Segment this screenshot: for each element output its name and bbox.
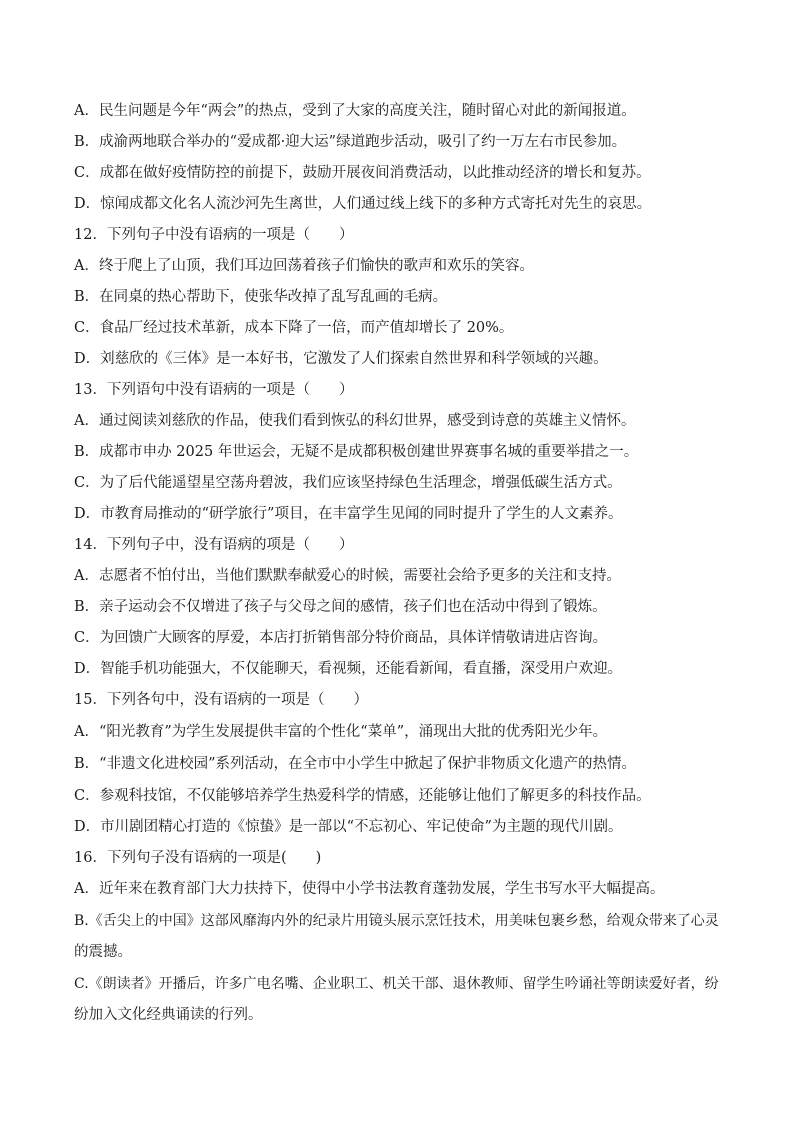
option-b-16-cont: 的震撼。 (74, 944, 132, 960)
option-a-12: A．终于爬上了山顶，我们耳边回荡着孩子们愉快的歌声和欢乐的笑容。 (74, 258, 534, 274)
option-b-15: B．“非遗文化进校园”系列活动，在全市中小学生中掀起了保护非物质文化遗产的热情。 (74, 756, 636, 772)
option-b-14: B．亲子运动会不仅增进了孩子与父母之间的感情，孩子们也在活动中得到了锻炼。 (74, 599, 607, 615)
question-16: 16．下列句子没有语病的一项是( ) (74, 850, 322, 866)
option-a-15: A．“阳光教育”为学生发展提供丰富的个性化“菜单”，涌现出大批的优秀阳光少年。 (74, 724, 608, 740)
option-d-15: D．市川剧团精心打造的《惊蛰》是一部以“不忘初心、牢记使命”为主题的现代川剧。 (74, 819, 623, 835)
option-a-14: A．志愿者不怕付出，当他们默默奉献爱心的时候，需要社会给予更多的关注和支持。 (74, 568, 621, 584)
option-b-16: B.《舌尖上的中国》这部风靡海内外的纪录片用镜头展示烹饪技术，用美味包裹乡愁，给观众带来了心灵 (74, 913, 719, 929)
option-c-16-cont: 纷加入文化经典诵读的行列。 (74, 1007, 263, 1023)
option-d-12: D．刘慈欣的《三体》是一本好书，它激发了人们探索自然世界和科学领域的兴趣。 (74, 351, 608, 367)
option-d-14: D．智能手机功能强大，不仅能聊天，看视频，还能看新闻，看直播，深受用户欢迎。 (74, 661, 623, 677)
option-c-12: C．食品厂经过技术革新，成本下降了一倍，而产值却增长了 20%。 (74, 320, 514, 336)
question-15: 15．下列各句中，没有语病的一项是（ ） (74, 692, 368, 708)
option-d-13: D．市教育局推动的“研学旅行”项目，在丰富学生见闻的同时提升了学生的人文素养。 (74, 506, 623, 522)
option-a-11: A．民生问题是今年“两会”的热点，受到了大家的高度关注，随时留心对此的新闻报道。 (74, 103, 636, 119)
option-b-11: B．成渝两地联合举办的“爱成都·迎大运”绿道跑步活动，吸引了约一万左右市民参加。 (74, 134, 627, 150)
option-c-16: C.《朗读者》开播后，许多广电名嘴、企业职工、机关干部、退休教师、留学生吟诵社等朗读爱好者，纷 (74, 976, 719, 992)
option-b-13: B．成都市申办 2025 年世运会，无疑不是成都积极创建世界赛事名城的重要举措之一。 (74, 444, 639, 460)
option-b-12: B．在同桌的热心帮助下，使张华改掉了乱写乱画的毛病。 (74, 289, 448, 305)
option-d-11: D．惊闻成都文化名人流沙河先生离世，人们通过线上线下的多种方式寄托对先生的哀思。 (74, 196, 652, 212)
option-c-14: C．为回馈广大顾客的厚爱，本店打折销售部分特价商品，具体详情敬请进店咨询。 (74, 630, 608, 646)
question-14: 14．下列句子中，没有语病的项是（ ） (74, 537, 354, 553)
question-12: 12．下列句子中没有语病的一项是（ ） (74, 227, 354, 243)
option-c-15: C．参观科技馆，不仅能够培养学生热爱科学的情感，还能够让他们了解更多的科技作品。 (74, 788, 651, 804)
option-a-13: A．通过阅读刘慈欣的作品，使我们看到恢弘的科幻世界，感受到诗意的英雄主义情怀。 (74, 413, 636, 429)
option-a-16: A．近年来在教育部门大力扶持下，使得中小学书法教育蓬勃发展，学生书写水平大幅提高。 (74, 881, 665, 897)
option-c-11: C．成都在做好疫情防控的前提下，鼓励开展夜间消费活动，以此推动经济的增长和复苏。 (74, 165, 651, 181)
question-13: 13．下列语句中没有语病的一项是（ ） (74, 382, 354, 398)
option-c-13: C．为了后代能遥望星空荡舟碧波，我们应该坚持绿色生活理念，增强低碳生活方式。 (74, 475, 622, 491)
